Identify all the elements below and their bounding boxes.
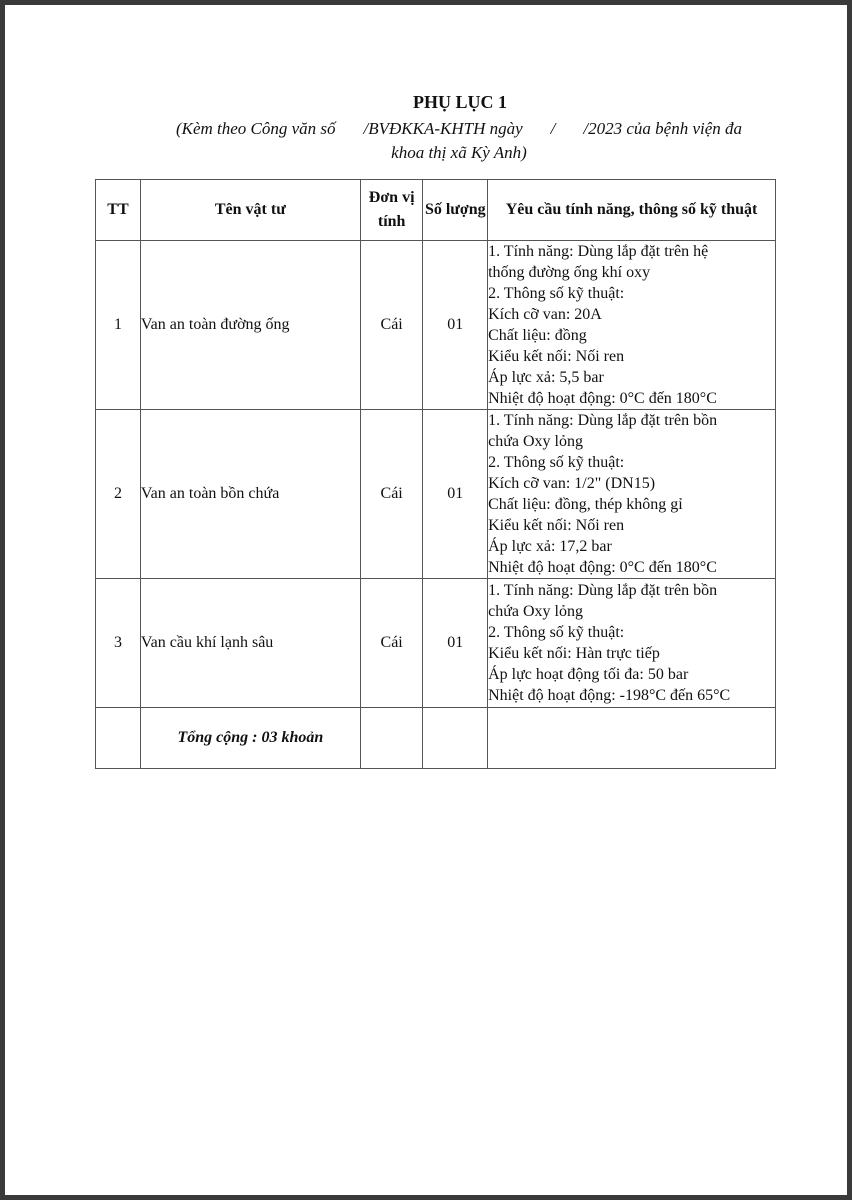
row-spec — [488, 241, 776, 410]
spec-line: Áp lực xả: 5,5 bar — [488, 369, 604, 386]
total-empty-cell — [96, 708, 141, 769]
spec-line: Áp lực hoạt động tối đa: 50 bar — [488, 666, 689, 683]
subtitle-part-4: /2023 của bệnh viện đa — [583, 119, 743, 138]
subtitle-part-1: (Kèm theo Công văn số — [175, 119, 336, 138]
row-tt: 2 — [96, 410, 141, 579]
row-unit: Cái — [360, 579, 423, 708]
subtitle-part-2: /BVĐKKA-KHTH ngày — [363, 119, 523, 138]
row-qty: 01 — [423, 241, 488, 410]
row-qty: 01 — [423, 579, 488, 708]
spec-line: 1. Tính năng: Dùng lắp đặt trên hệ — [488, 243, 709, 260]
row-name: Van an toàn bồn chứa — [140, 410, 360, 579]
total-empty-cell — [360, 708, 423, 769]
total-empty-cell — [488, 708, 776, 769]
table-row — [96, 241, 776, 410]
header-tt: TT — [96, 180, 141, 241]
spec-line: chứa Oxy lỏng — [488, 433, 583, 450]
row-name: Van cầu khí lạnh sâu — [140, 579, 360, 708]
spec-line: chứa Oxy lỏng — [488, 603, 583, 620]
spec-line: 2. Thông số kỹ thuật: — [488, 454, 625, 471]
spec-line: thống đường ống khí oxy — [488, 264, 651, 281]
spec-line: 1. Tính năng: Dùng lắp đặt trên bồn — [488, 582, 718, 599]
spec-line: 1. Tính năng: Dùng lắp đặt trên bồn — [488, 412, 718, 429]
spec-line: Kích cỡ van: 20A — [488, 306, 602, 323]
row-spec — [488, 410, 776, 579]
spec-line: Nhiệt độ hoạt động: 0°C đến 180°C — [488, 559, 717, 576]
spec-line: Kiểu kết nối: Nối ren — [488, 348, 625, 365]
spec-line: Chất liệu: đồng — [488, 327, 587, 344]
table-row — [96, 410, 776, 579]
spec-line: Áp lực xả: 17,2 bar — [488, 538, 612, 555]
row-unit: Cái — [360, 241, 423, 410]
header-spec: Yêu cầu tính năng, thông số kỹ thuật — [488, 180, 776, 241]
table-row — [96, 579, 776, 708]
subtitle-line-2: khoa thị xã Kỳ Anh) — [391, 143, 527, 162]
row-unit: Cái — [360, 410, 423, 579]
table-header-row — [96, 180, 776, 241]
spec-line: Nhiệt độ hoạt động: 0°C đến 180°C — [488, 390, 717, 407]
table-total-row — [96, 708, 776, 769]
subtitle-part-3: / — [550, 119, 556, 138]
row-name: Van an toàn đường ống — [140, 241, 360, 410]
header-qty: Số lượng — [423, 180, 488, 241]
spec-line: 2. Thông số kỹ thuật: — [488, 285, 625, 302]
spec-line: Kiểu kết nối: Nối ren — [488, 517, 625, 534]
row-tt: 1 — [96, 241, 141, 410]
spec-line: Nhiệt độ hoạt động: -198°C đến 65°C — [488, 687, 731, 704]
total-label: Tổng cộng : 03 khoản — [140, 708, 360, 769]
row-spec — [488, 579, 776, 708]
header-name: Tên vật tư — [140, 180, 360, 241]
spec-line: Kiểu kết nối: Hàn trực tiếp — [488, 645, 660, 662]
document-page — [5, 5, 847, 1195]
spec-line: Kích cỡ van: 1/2" (DN15) — [488, 475, 656, 492]
spec-line: 2. Thông số kỹ thuật: — [488, 624, 625, 641]
total-empty-cell — [423, 708, 488, 769]
row-tt: 3 — [96, 579, 141, 708]
items-table — [95, 179, 776, 769]
header-unit: Đơn vị tính — [360, 180, 423, 241]
page-subtitle — [123, 117, 795, 165]
row-qty: 01 — [423, 410, 488, 579]
spec-line: Chất liệu: đồng, thép không gỉ — [488, 496, 683, 513]
page-title: PHỤ LỤC 1 — [413, 92, 507, 112]
